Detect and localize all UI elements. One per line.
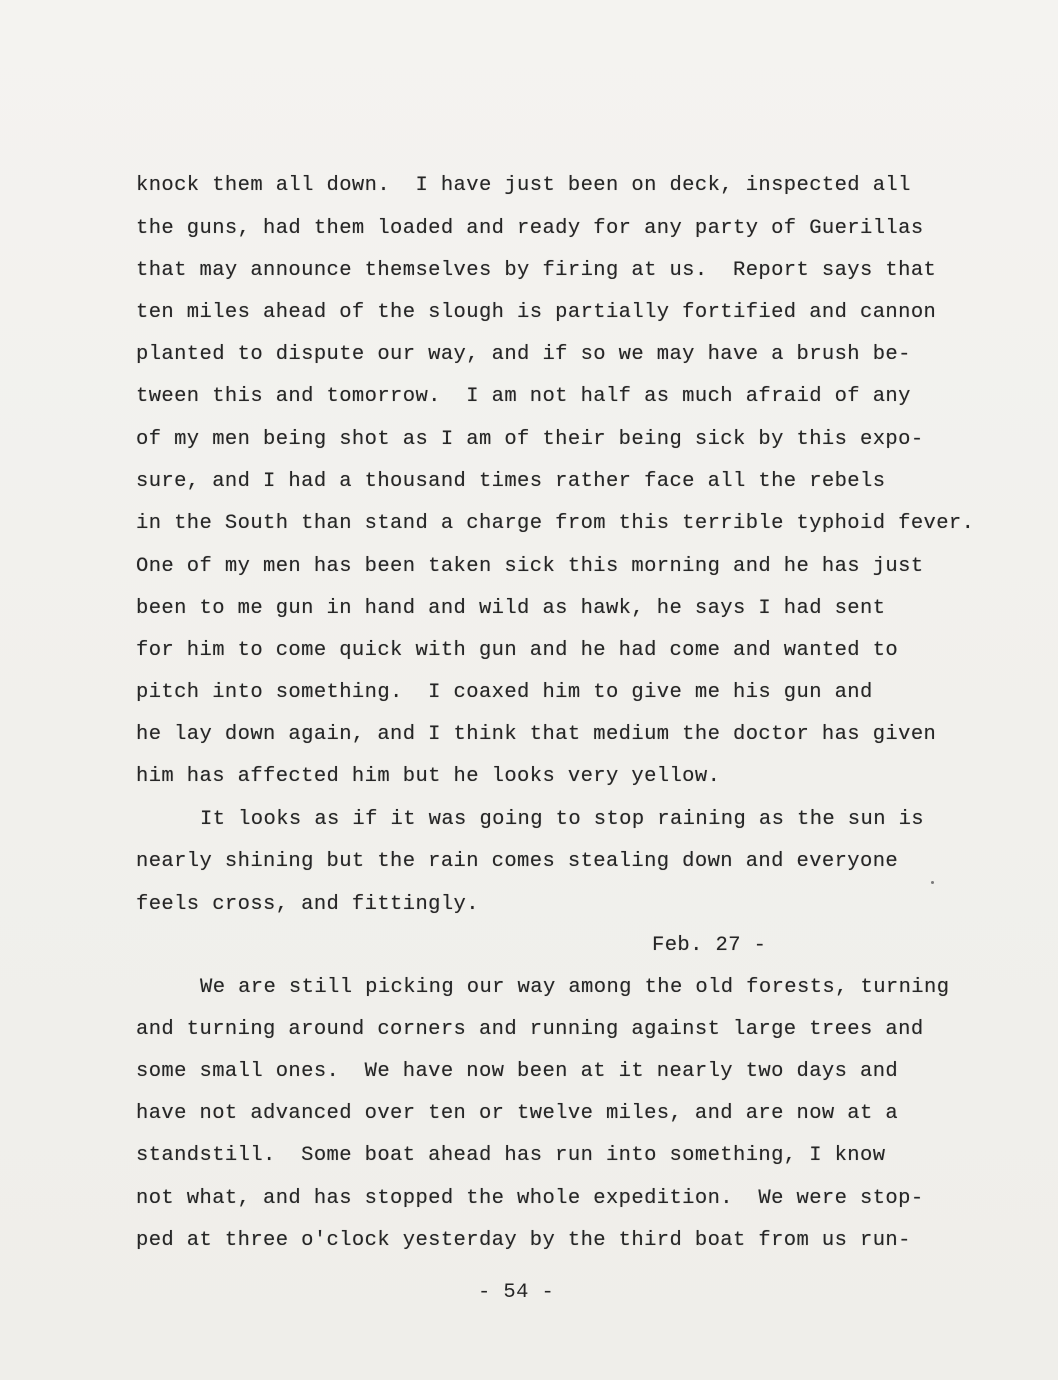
text-line-4: ten miles ahead of the slough is partially fortified and cannon: [136, 301, 937, 324]
text-line-2: the guns, had them loaded and ready for any party of Guerillas: [136, 217, 924, 240]
date-heading: Feb. 27 -: [652, 934, 767, 957]
text-line-25: not what, and has stopped the whole expedition. We were stop-: [136, 1187, 924, 1210]
paper-speck: [931, 881, 934, 884]
text-line-14: he lay down again, and I think that medium the doctor has given: [136, 723, 937, 746]
text-line-8: sure, and I had a thousand times rather face all the rebels: [136, 470, 886, 493]
text-line-17: nearly shining but the rain comes stealing down and everyone: [136, 850, 899, 873]
text-line-18: feels cross, and fittingly.: [136, 893, 479, 916]
text-line-22: some small ones. We have now been at it nearly two days and: [136, 1060, 899, 1083]
text-line-10: One of my men has been taken sick this morning and he has just: [136, 555, 924, 578]
text-line-23: have not advanced over ten or twelve miles, and are now at a: [136, 1102, 899, 1125]
text-line-3: that may announce themselves by firing at us. Report says that: [136, 259, 937, 282]
text-line-21: and turning around corners and running against large trees and: [136, 1018, 924, 1041]
text-line-12: for him to come quick with gun and he had come and wanted to: [136, 639, 899, 662]
paragraph-start-line: It looks as if it was going to stop raining as the sun is: [200, 808, 925, 831]
text-line-9: in the South than stand a charge from this terrible typhoid fever.: [136, 512, 975, 535]
text-line-26: ped at three o'clock yesterday by the third boat from us run-: [136, 1229, 911, 1252]
text-line-7: of my men being shot as I am of their being sick by this expo-: [136, 428, 924, 451]
text-line-24: standstill. Some boat ahead has run into something, I know: [136, 1144, 886, 1167]
text-line-6: tween this and tomorrow. I am not half as much afraid of any: [136, 385, 911, 408]
text-line-5: planted to dispute our way, and if so we may have a brush be-: [136, 343, 911, 366]
text-line-11: been to me gun in hand and wild as hawk, he says I had sent: [136, 597, 886, 620]
text-line-13: pitch into something. I coaxed him to give me his gun and: [136, 681, 873, 704]
text-line-15: him has affected him but he looks very yellow.: [136, 765, 721, 788]
text-line-1: knock them all down. I have just been on deck, inspected all: [136, 174, 911, 197]
page-number: - 54 -: [478, 1281, 555, 1304]
paragraph-start-line-2: We are still picking our way among the old forests, turning: [200, 976, 950, 999]
